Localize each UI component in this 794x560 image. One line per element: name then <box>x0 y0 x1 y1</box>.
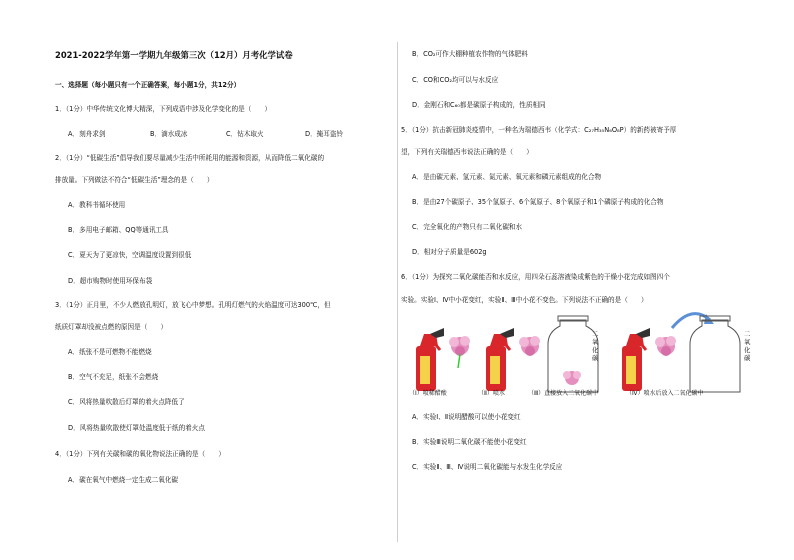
q5-option-b: B．是由27个碳原子、35个氢原子、6个氮原子、8个氧原子和1个磷原子构成的化合物 <box>412 198 664 206</box>
sprayer-icon <box>622 328 650 391</box>
q2-option-c: C．夏天为了更凉快，空调温度设置到很低 <box>68 251 192 259</box>
q3-option-a: A．纸张不是可燃物不能燃烧 <box>68 348 152 356</box>
q3-option-d: D．风将热量吹散使灯罩处温度低于纸的着火点 <box>68 424 205 432</box>
q4-option-d: D．金刚石和C₆₀都是碳原子构成的，性质相同 <box>412 101 546 109</box>
flower-icon <box>655 336 676 356</box>
q4-option-a: A．碳在氧气中燃烧一定生成二氧化碳 <box>68 476 179 484</box>
q6-option-b: B．实验Ⅲ说明二氧化碳不能使小花变红 <box>412 438 527 446</box>
q3-option-b: B．空气不充足，纸张不会燃烧 <box>68 373 159 381</box>
q1-option-a: A．刻舟求剑 <box>68 130 106 138</box>
q6-option-c: C．实验Ⅱ、Ⅲ、Ⅳ说明二氧化碳能与水发生化学反应 <box>412 463 563 471</box>
q2-stem-line1: 2．（1分）“低碳生活”倡导我们要尽量减少生活中所耗用的能源和资源，从而降低二氧化碳的 <box>55 154 325 162</box>
co2-bottle-icon <box>548 316 598 392</box>
q6-stem-line2: 实验。实验Ⅰ、Ⅳ中小花变红，实验Ⅱ、Ⅲ中小花不变色。下列说法不正确的是（ ） <box>401 296 648 304</box>
section-heading: 一、选择题（每小题只有一个正确答案，每小题1分，共12分） <box>55 81 241 89</box>
q2-option-b: B．多用电子邮箱、QQ等通讯工具 <box>68 226 169 234</box>
q1-option-b: B．滴水成冰 <box>150 130 188 138</box>
q3-stem-line2: 纸质灯罩却没被点燃的原因是（ ） <box>55 323 168 331</box>
q3-stem-line1: 3．（1分）正月里，不少人燃放孔明灯，放飞心中梦想。孔明灯燃气的火焰温度可达300℃，但 <box>55 301 331 309</box>
bottle-label-iv: 二氧化碳 <box>744 330 751 362</box>
q6-experiment-figure <box>410 306 750 402</box>
caption-i: （Ⅰ）喷稀醋酸 <box>409 390 447 397</box>
bottle-label-iii: 二氧化碳 <box>592 330 599 362</box>
flower-icon <box>519 336 540 356</box>
q5-option-a: A．是由碳元素、氢元素、氮元素、氧元素和磷元素组成的化合物 <box>412 173 602 181</box>
q2-option-d: D．超市购物时使用环保布袋 <box>68 277 153 285</box>
flower-icon <box>449 336 470 368</box>
q2-option-a: A．教科书循环使用 <box>68 201 126 209</box>
q4-option-b: B．CO₂可作大棚种植农作物的气体肥料 <box>412 50 528 58</box>
q5-option-d: D．相对分子质量是602g <box>412 248 487 256</box>
caption-iii: （Ⅲ）直接放入二氧化碳中 <box>528 390 599 397</box>
caption-ii: （Ⅱ）喷水 <box>478 390 505 397</box>
q1-option-c: C．钻木取火 <box>226 130 264 138</box>
sprayer-icon <box>416 328 444 391</box>
q2-stem-line2: 排放量。下列做法不符合“低碳生活”理念的是（ ） <box>55 176 214 184</box>
co2-bottle-icon <box>690 316 740 392</box>
caption-iv: （Ⅳ）喷水后放入二氧化碳中 <box>626 390 704 397</box>
q6-stem-line1: 6．（1分）为探究二氧化碳能否和水反应，用四朵石蕊溶液染成紫色的干燥小花完成如图四个 <box>401 273 670 281</box>
q1-option-d: D．掩耳盗铃 <box>305 130 344 138</box>
q1-stem: 1．（1分）中华传统文化博大精深，下列成语中涉及化学变化的是（ ） <box>55 105 272 113</box>
q4-stem: 4．（1分）下列有关碳和碳的氧化物说法正确的是（ ） <box>55 450 225 458</box>
q5-stem-line2: 望，下列有关瑞德西韦说法正确的是（ ） <box>401 148 533 156</box>
exam-title: 2021-2022学年第一学期九年级第三次（12月）月考化学试卷 <box>55 50 293 60</box>
q4-option-c: C．CO和CO₂均可以与水反应 <box>412 76 499 84</box>
column-divider <box>397 42 398 542</box>
q5-option-c: C．完全氧化的产物只有二氧化碳和水 <box>412 223 523 231</box>
q6-option-a: A．实验Ⅰ、Ⅱ说明醋酸可以使小花变红 <box>412 413 521 421</box>
q5-stem-line1: 5．（1分）抗击新冠肺炎疫情中，一种名为瑞德西韦（化学式：C₂₇H₃₅N₆O₈P）的新药被寄予厚 <box>401 126 677 134</box>
sprayer-icon <box>486 328 514 391</box>
q3-option-c: C．风将热量吹散后灯罩的着火点降低了 <box>68 398 185 406</box>
